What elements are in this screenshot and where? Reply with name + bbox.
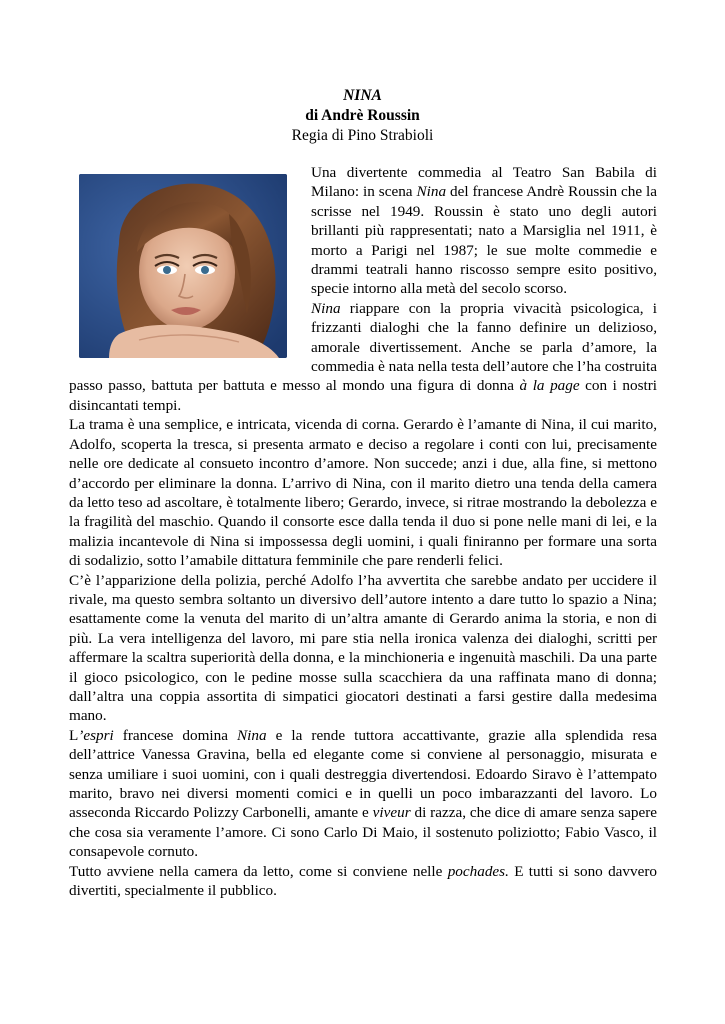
paragraph-nina: Nina riappare con la propria vivacità psicologica, i frizzanti dialoghi che la fanno definire un delizioso, amorale divertissement. Anche se parla d’amore, la commedia è nata nella testa dell’autore che l’ha costruita passo passo, battuta per battuta e messo al mondo una figura di donna à la page con i nostri disincantati tempi. <box>69 299 658 414</box>
article-body <box>69 163 657 900</box>
play-director: Regia di Pino Strabioli <box>291 127 434 144</box>
paragraph-intro: Una divertente commedia al Teatro San Babila di Milano: in scena Nina del francese Andrè Roussin che la scrisse nel 1949. Roussin è stato uno degli autori brillanti più rappresentati; nato a Marsiglia nel 1911, è morto a Parigi nel 1987; le sue molte commedie e drammi teatrali hanno riscosso sempre esito positivo, specie intorno alla metà del secolo scorso. <box>311 164 657 298</box>
paragraph-cast: L’espri francese domina Nina e la rende tuttora accattivante, grazie alla splendida resa dell’attrice Vanessa Gravina, bella ed elegante come si conviene al personaggio, misurata e senza umiliare i suoi uomini, con i quali destreggia divertendosi. Edoardo Siravo è l’attempato marito, bravo nei diversi momenti comici e in quelli un poco imbarazzanti del lavoro. Lo asseconda Riccardo Polizzy Carbonelli, amante e viveur di razza, che dice di amare senza sapere che cosa sia veramente l’amore. Ci sono Carlo Di Maio, il sostenuto poliziotto; Fabio Vasco, il consapevole cornuto. <box>69 726 658 861</box>
play-author: di Andrè Roussin <box>305 107 420 124</box>
document-header <box>0 86 725 146</box>
actress-portrait-photo <box>79 174 287 358</box>
paragraph-plot: La trama è una semplice, e intricata, vicenda di corna. Gerardo è l’amante di Nina, il cui marito, Adolfo, scoperta la tresca, si presenta armato e deciso a regolare i conti con lui, precisamente nelle ore dedicate al consueto incontro d’amore. Non succede; anzi i due, alla fine, si mettono d’accordo per eliminare la donna. L’arrivo di Nina, con il marito dietro una tenda della camera da letto teso ad ascoltare, è totalmente libero; Gerardo, invece, si ritrae mostrando la debolezza e la fragilità del maschio. Quando il consorte esce dalla tenda il duo si pone nelle mani di lei, e la malizia incantevole di Nina si impossessa degli uomini, i quali finiranno per formare una sorta di sodalizio, sotto l’amabile dittatura femminile che pare renderli felici. <box>69 416 657 570</box>
play-title: NINA <box>343 87 382 104</box>
paragraph-conclusion: Tutto avviene nella camera da letto, come si conviene nelle pochades. E tutti si sono davvero divertiti, specialmente il pubblico. <box>69 862 657 900</box>
paragraph-police: C’è l’apparizione della polizia, perché Adolfo l’ha avvertita che sarebbe andato per uccidere il rivale, ma questo sembra soltanto un diversivo dell’autore intento a dare tutto lo spazio a Nina; esattamente come la venuta del marito di un’altra amante di Gerardo anima la storia, e non di più. La vera intelligenza del lavoro, mi pare stia nella ironica valenza dei dialoghi, scritti per affermare la scaltra superiorità della donna, e la minchioneria e ingenuità maschili. Da una parte il gioco psicologico, con le pedine mosse sulla scacchiera da una raffinata mano di donna; dall’altra una coppia assortita di simpatici giocatori destinati a farsi gestire dalla medesima mano. <box>69 571 657 725</box>
